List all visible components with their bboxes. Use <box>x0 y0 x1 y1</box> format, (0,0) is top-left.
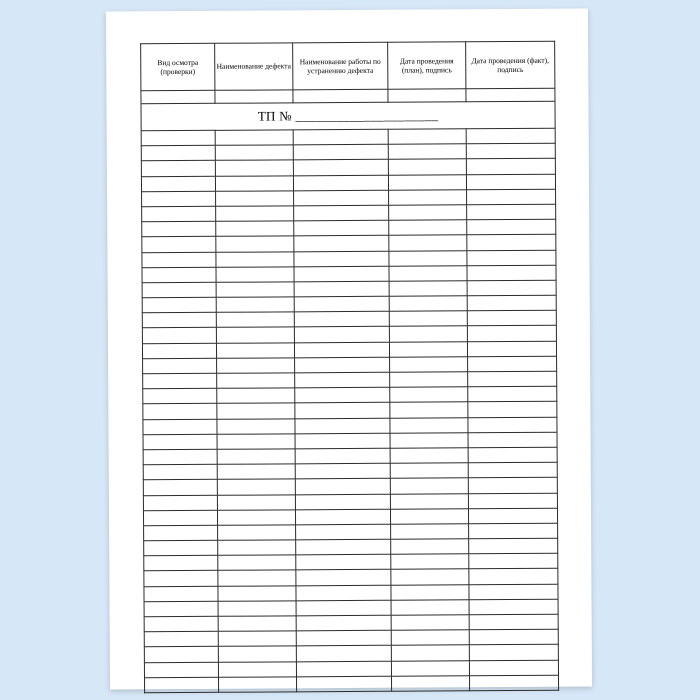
table-cell <box>215 130 293 146</box>
table-cell <box>143 388 217 404</box>
table-cell <box>218 570 296 586</box>
table-cell <box>144 601 218 617</box>
table-cell <box>468 356 557 372</box>
table-cell <box>144 556 218 572</box>
table-cell <box>216 191 294 207</box>
table-cell <box>467 295 556 311</box>
table-cell <box>142 237 216 253</box>
table-cell <box>143 434 217 450</box>
table-cell <box>294 296 389 312</box>
table-cell <box>293 144 388 160</box>
table-cell <box>217 418 295 434</box>
table-cell <box>294 342 389 358</box>
table-cell <box>469 553 558 569</box>
table-cell <box>218 646 296 662</box>
table-cell <box>469 538 558 554</box>
table-cell <box>215 160 293 176</box>
table-cell <box>391 600 469 616</box>
table-cell <box>389 205 467 221</box>
table-cell <box>467 341 556 357</box>
table-cell <box>143 464 217 480</box>
table-cell <box>467 219 556 235</box>
table-cell <box>389 311 467 327</box>
table-cell <box>218 585 296 601</box>
section-title-cell <box>141 101 555 131</box>
table-cell <box>391 615 469 631</box>
table-cell <box>218 661 296 677</box>
table-cell <box>297 676 392 692</box>
table-cell <box>296 630 391 646</box>
table-row <box>145 675 559 693</box>
table-cell <box>142 252 216 268</box>
table-cell <box>142 328 216 344</box>
table-cell <box>216 251 294 267</box>
table-cell <box>391 539 469 555</box>
table-cell <box>469 599 558 615</box>
column-header-defect-name: Наименование дефекта <box>215 43 293 90</box>
table-cell <box>143 495 217 511</box>
table-cell <box>390 387 468 403</box>
table-cell <box>466 88 555 102</box>
table-cell <box>141 161 215 177</box>
table-cell <box>388 129 466 145</box>
table-cell <box>218 525 296 541</box>
table-cell <box>143 373 217 389</box>
table-cell <box>296 585 391 601</box>
table-cell <box>217 494 295 510</box>
table-cell <box>467 250 556 266</box>
table-cell <box>390 448 468 464</box>
inspection-log-table <box>140 41 559 693</box>
table-cell <box>296 570 391 586</box>
table-cell <box>215 145 293 161</box>
table-cell <box>467 310 556 326</box>
table-cell <box>469 645 558 661</box>
table-cell <box>390 478 468 494</box>
table-cell <box>468 462 557 478</box>
table-cell <box>468 402 557 418</box>
table-cell <box>390 357 468 373</box>
table-cell <box>468 371 557 387</box>
table-cell <box>295 418 390 434</box>
table-cell <box>218 616 296 632</box>
table-cell <box>141 146 215 162</box>
table-cell <box>296 600 391 616</box>
table-cell <box>218 601 296 617</box>
table-cell <box>295 387 390 403</box>
table-cell <box>294 281 389 297</box>
column-header-date-plan: Дата проведения (план), подпись <box>388 42 466 89</box>
table-cell <box>295 494 390 510</box>
table-cell <box>469 675 558 691</box>
table-cell <box>296 661 391 677</box>
column-header-repair-work-name: Наименование работы по устранению дефекта <box>293 42 388 90</box>
table-cell <box>390 508 468 524</box>
table-cell <box>391 569 469 585</box>
table-cell <box>216 267 294 283</box>
table-cell <box>143 404 217 420</box>
table-cell <box>144 631 218 647</box>
table-cell <box>217 479 295 495</box>
table-cell <box>468 432 557 448</box>
table-cell <box>144 525 218 541</box>
table-body <box>141 88 555 131</box>
table-cell <box>216 282 294 298</box>
table-cell <box>217 388 295 404</box>
table-cell <box>467 265 556 281</box>
table-cell <box>294 251 389 267</box>
table-cell <box>293 160 388 176</box>
table-cell <box>142 282 216 298</box>
table-cell <box>468 386 557 402</box>
table-cell <box>389 235 467 251</box>
table-cell <box>295 509 390 525</box>
table-cell <box>217 358 295 374</box>
table-cell <box>294 220 389 236</box>
table-cell <box>294 266 389 282</box>
table-cell <box>295 372 390 388</box>
table-cell <box>293 129 388 145</box>
column-header-inspection-type: Вид осмотра (проверки) <box>141 43 215 90</box>
table-cell <box>389 341 467 357</box>
table-cell <box>142 191 216 207</box>
table-cell <box>215 90 293 103</box>
table-header <box>141 41 555 91</box>
paper-sheet <box>106 9 592 690</box>
table-cell <box>467 280 556 296</box>
table-cell <box>144 662 218 678</box>
table-cell <box>469 614 558 630</box>
table-cell <box>143 419 217 435</box>
table-cell <box>469 584 558 600</box>
table-cell <box>215 175 293 191</box>
table-cell <box>391 554 469 570</box>
table-cell <box>217 373 295 389</box>
table-cell <box>216 297 294 313</box>
table-cell <box>391 660 469 676</box>
table-cell <box>296 646 391 662</box>
table-cell <box>468 508 557 524</box>
table-cell <box>145 677 219 693</box>
table-cell <box>390 433 468 449</box>
table-cell <box>295 463 390 479</box>
table-cell <box>294 236 389 252</box>
table-cell <box>467 204 556 220</box>
table-cell <box>389 250 467 266</box>
table-cell <box>144 571 218 587</box>
table-cell <box>217 510 295 526</box>
table-cell <box>216 327 294 343</box>
table-cell <box>391 645 469 661</box>
table-cell <box>295 433 390 449</box>
table-cell <box>388 144 466 160</box>
column-header-date-fact: Дата проведения (факт), подпись <box>466 41 555 89</box>
section-title-row <box>141 101 555 131</box>
table-cell <box>296 615 391 631</box>
table-cell <box>143 510 217 526</box>
table-cell <box>217 403 295 419</box>
table-cell <box>389 220 467 236</box>
table-cell <box>389 265 467 281</box>
table-blank-rows <box>141 128 558 692</box>
table-cell <box>466 128 555 144</box>
table-cell <box>466 174 555 190</box>
table-cell <box>217 434 295 450</box>
table-cell <box>216 312 294 328</box>
table-cell <box>219 677 297 693</box>
table-cell <box>388 89 466 102</box>
table-cell <box>216 236 294 252</box>
table-cell <box>142 313 216 329</box>
table-cell <box>388 174 466 190</box>
table-cell <box>296 524 391 540</box>
table-cell <box>295 479 390 495</box>
table-cell <box>141 90 215 103</box>
table-cell <box>218 540 296 556</box>
table-cell <box>144 647 218 663</box>
table-cell <box>294 205 389 221</box>
table-cell <box>389 281 467 297</box>
table-cell <box>144 586 218 602</box>
table-cell <box>141 130 215 146</box>
table-cell <box>216 342 294 358</box>
table-cell <box>390 463 468 479</box>
table-header-row <box>141 41 555 91</box>
table-cell <box>296 539 391 555</box>
table-cell <box>293 89 388 103</box>
table-cell <box>218 555 296 571</box>
table-cell <box>391 630 469 646</box>
table-cell <box>143 480 217 496</box>
table-cell <box>142 206 216 222</box>
table-cell <box>388 159 466 175</box>
table-cell <box>296 554 391 570</box>
table-cell <box>391 584 469 600</box>
table-cell <box>466 159 555 175</box>
table-cell <box>390 402 468 418</box>
table-cell <box>467 326 556 342</box>
table-cell <box>390 417 468 433</box>
table-cell <box>466 143 555 159</box>
table-cell <box>293 175 388 191</box>
table-cell <box>294 327 389 343</box>
table-cell <box>295 403 390 419</box>
sheet-content <box>140 41 558 693</box>
table-cell <box>142 267 216 283</box>
table-cell <box>468 447 557 463</box>
table-cell <box>467 189 556 205</box>
table-cell <box>216 206 294 222</box>
table-cell <box>142 297 216 313</box>
table-cell <box>142 343 216 359</box>
table-cell <box>294 190 389 206</box>
table-cell <box>295 357 390 373</box>
table-cell <box>469 660 558 676</box>
table-cell <box>295 448 390 464</box>
table-cell <box>389 190 467 206</box>
table-cell <box>144 616 218 632</box>
table-cell <box>143 449 217 465</box>
table-cell <box>142 221 216 237</box>
table-cell <box>390 493 468 509</box>
table-cell <box>141 176 215 192</box>
table-cell <box>218 631 296 647</box>
table-cell <box>144 540 218 556</box>
table-cell <box>217 449 295 465</box>
table-cell <box>390 372 468 388</box>
table-cell <box>391 676 469 692</box>
table-cell <box>468 417 557 433</box>
section-title-text: ТП № _____________________ <box>257 107 439 124</box>
table-cell <box>216 221 294 237</box>
table-cell <box>143 358 217 374</box>
table-cell <box>294 312 389 328</box>
table-cell <box>469 629 558 645</box>
table-cell <box>469 569 558 585</box>
table-cell <box>389 296 467 312</box>
table-cell <box>389 326 467 342</box>
table-cell <box>391 524 469 540</box>
table-cell <box>468 493 557 509</box>
table-cell <box>469 523 558 539</box>
table-cell <box>217 464 295 480</box>
table-cell <box>467 235 556 251</box>
table-cell <box>468 478 557 494</box>
